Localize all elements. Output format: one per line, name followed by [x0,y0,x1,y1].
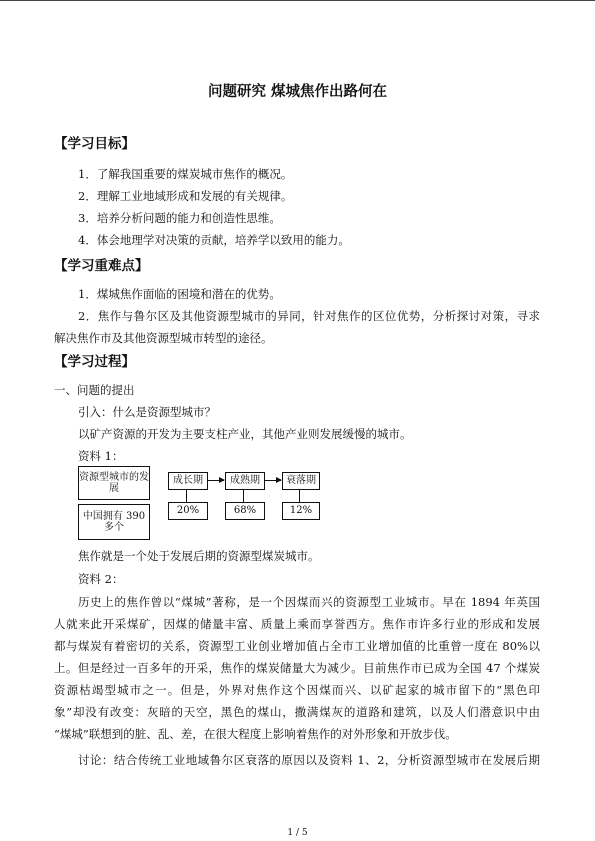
conclusion-line: 焦作就是一个处于发展后期的资源型煤炭城市。 [78,549,320,563]
material-1-label: 资料 1： [78,449,124,463]
stage-box-growth: 成长期 [168,472,208,490]
key-point-continuation: 解决焦作市及其他资源型城市转型的途径。 [54,331,273,345]
paragraph-line: 上。但是经过一百多年的开采，焦作的煤炭储量大为减少。目前焦作市已成为全国 47 个煤炭 [54,661,540,675]
paragraph-line: 历史上的焦作曾以“煤城”著称，是一个因煤而兴的资源型工业城市。早在 1894 年英国 [78,595,540,609]
key-point-item: 1．煤城焦作面临的困境和潜在的优势。 [78,287,281,301]
intro-question: 引入：什么是资源型城市？ [78,405,216,419]
connector-line [186,489,187,502]
paragraph-line: 象”却没有改变：灰暗的天空，黑色的煤山，撒满煤灰的道路和建筑，以及人们潜意识中由 [54,705,540,719]
goal-item: 1．了解我国重要的煤炭城市焦作的概况。 [78,167,293,181]
diagram-box-china-count: 中国拥有 390 多个 [78,504,150,540]
top-rule [0,0,595,1]
page-number: 1 / 5 [287,828,308,838]
paragraph-line: 都与煤炭有着密切的关系，资源型工业创业增加值占全市工业增加值的比重曾一度在 80%以 [54,639,540,653]
arrow-icon [207,480,224,481]
percent-box-mature: 68% [225,502,265,520]
percent-box-growth: 20% [168,502,208,520]
paragraph-line: 人就来此开采煤矿，因煤的储量丰富、质量上乘而享誉西方。焦作市许多行业的形成和发展 [54,617,540,631]
paragraph-line: “煤城”联想到的脏、乱、差，在很大程度上影响着焦作的对外形象和开放步伐。 [54,727,457,741]
material-2-label: 资料 2： [78,572,124,586]
section-heading-key-points: 【学习重难点】 [54,258,149,274]
key-point-item: 2．焦作与鲁尔区及其他资源型城市的异同，针对焦作的区位优势，分析探讨对策，寻求 [78,309,540,323]
part-heading: 一、问题的提出 [54,383,135,397]
connector-line [299,489,300,502]
diagram-box-development: 资源型城市的发展 [78,466,150,500]
goal-item: 3．培养分析问题的能力和创造性思维。 [78,211,281,225]
percent-box-decline: 12% [282,502,320,520]
connector-line [243,489,244,502]
section-heading-process: 【学习过程】 [54,354,135,370]
arrow-icon [264,480,281,481]
section-heading-goals: 【学习目标】 [54,136,135,152]
stage-box-mature: 成熟期 [225,472,265,490]
goal-item: 4．体会地理学对决策的贡献，培养学以致用的能力。 [78,233,350,247]
discussion-line: 讨论：结合传统工业地域鲁尔区衰落的原因以及资料 1、2，分析资源型城市在发展后期 [78,753,540,767]
page-title: 问题研究 煤城焦作出路何在 [207,84,388,100]
paragraph-line: 资源枯竭型城市之一。但是，外界对焦作这个因煤而兴、以矿起家的城市留下的“黑色印 [54,683,540,697]
intro-answer: 以矿产资源的开发为主要支柱产业，其他产业则发展缓慢的城市。 [78,427,412,441]
stage-box-decline: 衰落期 [282,472,320,490]
goal-item: 2．理解工业地域形成和发展的有关规律。 [78,189,293,203]
